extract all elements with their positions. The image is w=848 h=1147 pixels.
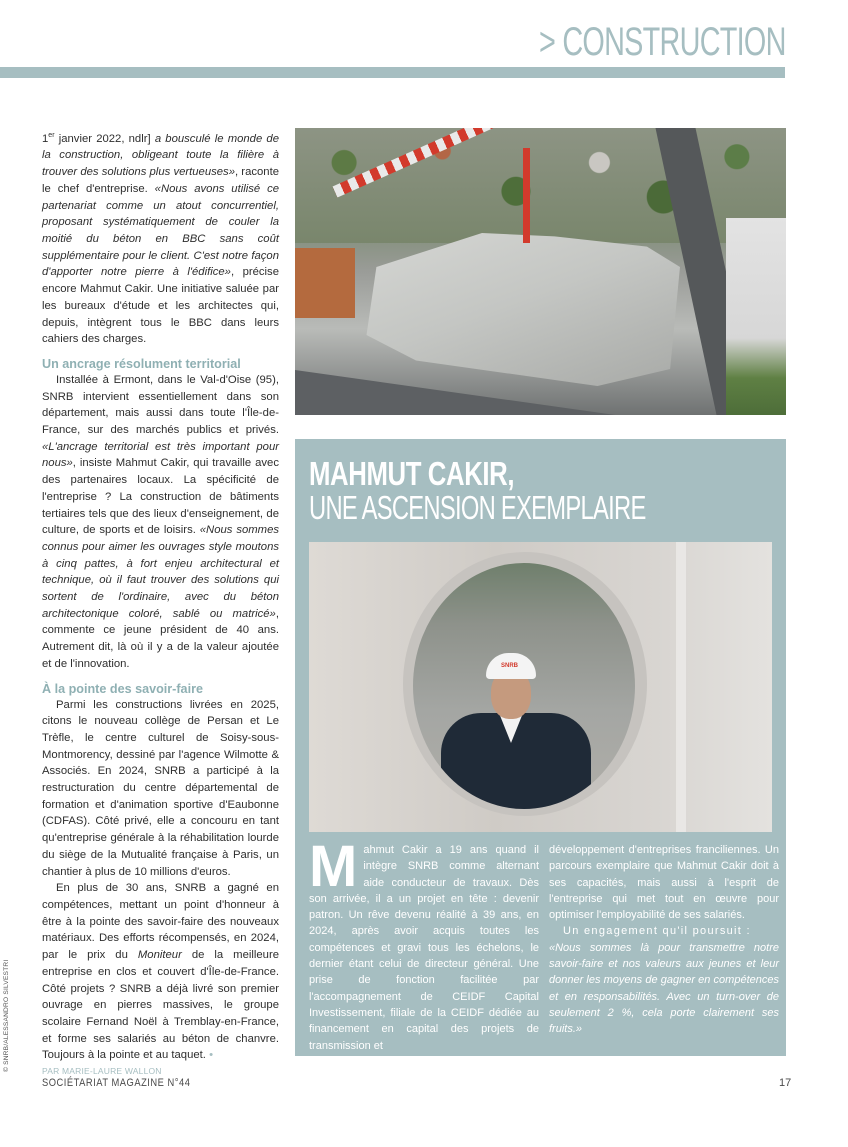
drop-cap: M: [309, 834, 358, 899]
publication-name: Moniteur: [137, 949, 182, 962]
ordinal-suffix: er: [48, 132, 55, 139]
text-run: de la meilleure entreprise en clos et couvert d'Île-de-France. Côté projets ? SNRB a déjà livré son premier ouvrage en pierres massives, le groupe scolaire Fernand Noël à Tremblay-en-France, et forme ses salariés au béton de chanvre. Toujours à la pointe et au taquet.: [42, 949, 279, 1062]
subheading-territorial: Un ancrage résolument territorial: [42, 356, 241, 371]
photo-brick-building: [295, 248, 355, 318]
sidebar-paragraph: développement d'entreprises franciliennes. Un parcours exemplaire que Mahmut Cakir doit à ses capacités, mais aussi à l'esprit de l'entreprise qui met tout en œuvre pour optimiser l'employabilité de ses salariés.: [549, 844, 779, 922]
photo-wall-seam: [676, 542, 686, 832]
text-run: , raconte le chef d'entreprise.: [42, 166, 279, 195]
date-day: 1: [42, 132, 49, 145]
byline: PAR MARIE-LAURE WALLON: [42, 1066, 162, 1077]
text-run: , commente ce jeune président de 40 ans. Autrement dit, là où il y a de la valeur ajoutée et de l'innovation.: [42, 607, 279, 670]
sidebar-quote: [549, 940, 779, 1038]
quote-run: «Nous sommes là pour transmettre notre savoir-faire et nos valeurs aux jeunes et leur donner les moyens de gagner en compétences et en responsabilités. Avec un turn-over de seulement 2 %, cela porte clairement ses fruits.»: [549, 941, 779, 1036]
photo-credit: © SNRB/ALESSANDRO SILVESTRI: [3, 959, 10, 1072]
photo-right-buildings: [726, 218, 786, 415]
article-paragraph: Parmi les constructions livrées en 2025, citons le nouveau collège de Persan et Le Trèfle, le centre culturel de Soisy-sous-Montmorency, dessiné par l'agence Wilmotte & Associés. En 2024, SNRB a participé à la restructuration du centre départemental de formation et d'animation sportive d'Eaubonne (CDFAS). Côté privé, elle a concouru en tant qu'entreprise générale à la réhabilitation lourde du siège de la Mutualité française à Paris, un chantier à plus de 10 millions d'euros.: [42, 698, 279, 878]
text-run: Installée à Ermont, dans le Val-d'Oise (95), SNRB intervient essentiellement dans son département, mais aussi dans toute l'Île-de-France, sur des marchés publics et privés.: [42, 373, 279, 437]
footer-publication: SOCIÉTARIAT MAGAZINE N°44: [42, 1077, 191, 1089]
article-body: [42, 128, 279, 1077]
quote-run: «Nous avons utilisé ce partenariat comme un atout concurrentiel, proposant systématiquement de couler la moitié du béton en BBC sans coût supplémentaire pour le client. C'est notre façon d'apporter notre pierre à l'édifice»: [42, 182, 279, 279]
text-run: janvier 2022, ndlr]: [54, 132, 155, 145]
text-run: , précise encore Mahmut Cakir. Une initiative saluée par les bureaux d'étude et les architectes qui, depuis, intègrent tous le BBC dans leurs cahiers des charges.: [42, 266, 279, 346]
text-run: En plus de 30 ans, SNRB a gagné en compétences, mettant un point d'honneur à être à la pointe des savoir-faire des nouveaux matériaux. Des efforts récompensés, en 2024, par le prix du: [42, 882, 279, 962]
photo-opening-interior: [413, 563, 635, 809]
end-mark-icon: •: [209, 1049, 214, 1062]
quote-run: «L'ancrage territorial est très important pour nous»: [42, 440, 279, 470]
article-paragraph: [42, 372, 279, 673]
sidebar-title-subtitle: UNE ASCENSION EXEMPLAIRE: [309, 489, 646, 526]
quote-run: a bousculé le monde de la construction, obligeant toute la filière à trouver des solutions plus vertueuses»: [42, 132, 279, 179]
profile-sidebar-box: [295, 439, 786, 1056]
article-paragraph: [42, 128, 279, 348]
quote-run: «Nous sommes connus pour aimer les ouvrages style moutons à cinq pattes, à fort enjeu architectural et technique, où il faut trouver des solutions qui sortent de l'ordinaire, avec du béton architectonique coloré, sablé ou matricé»: [42, 524, 280, 620]
sidebar-column-1: [309, 834, 539, 1054]
section-divider-bar: [0, 67, 785, 78]
subheading-savoir-faire: À la pointe des savoir-faire: [42, 681, 203, 696]
page-number: 17: [779, 1077, 792, 1089]
sidebar-paragraph: Un engagement qu'il poursuit :: [563, 925, 751, 938]
text-run: ahmut Cakir a 19 ans quand il intègre SNRB comme alternant aide conducteur de travaux. Dès son arrivée, il a un projet en tête : devenir patron. Un rêve devenu réalité à 39 ans, en 2024, après avoir acquis toutes les compétences et gravi tous les échelons, le dernier étant celui de directeur général. Une prise de fonction facilitée par l'accompagnement de CEIDF Capital Investissement, filiale de la CEIDF dédiée au financement en capital des projets de transmission et: [309, 844, 539, 1052]
sidebar-title-name: MAHMUT CAKIR,: [309, 455, 515, 492]
portrait-photo: [309, 542, 772, 832]
helmet-logo: SNRB: [501, 663, 519, 669]
sidebar-paragraph: [309, 834, 539, 1054]
text-run: , insiste Mahmut Cakir, qui travaille avec des partenaires locaux. La spécificité de l'entreprise ? La construction de bâtiments tertiaires tels que des lieux d'enseignement, de culture, de sports et de loisirs.: [42, 457, 279, 537]
article-paragraph: [42, 880, 279, 1064]
photo-crane-mast: [523, 148, 530, 243]
aerial-construction-photo: [295, 128, 786, 415]
section-title: > CONSTRUCTION: [539, 20, 786, 64]
sidebar-title: [309, 457, 776, 525]
sidebar-column-2: [549, 842, 779, 1038]
